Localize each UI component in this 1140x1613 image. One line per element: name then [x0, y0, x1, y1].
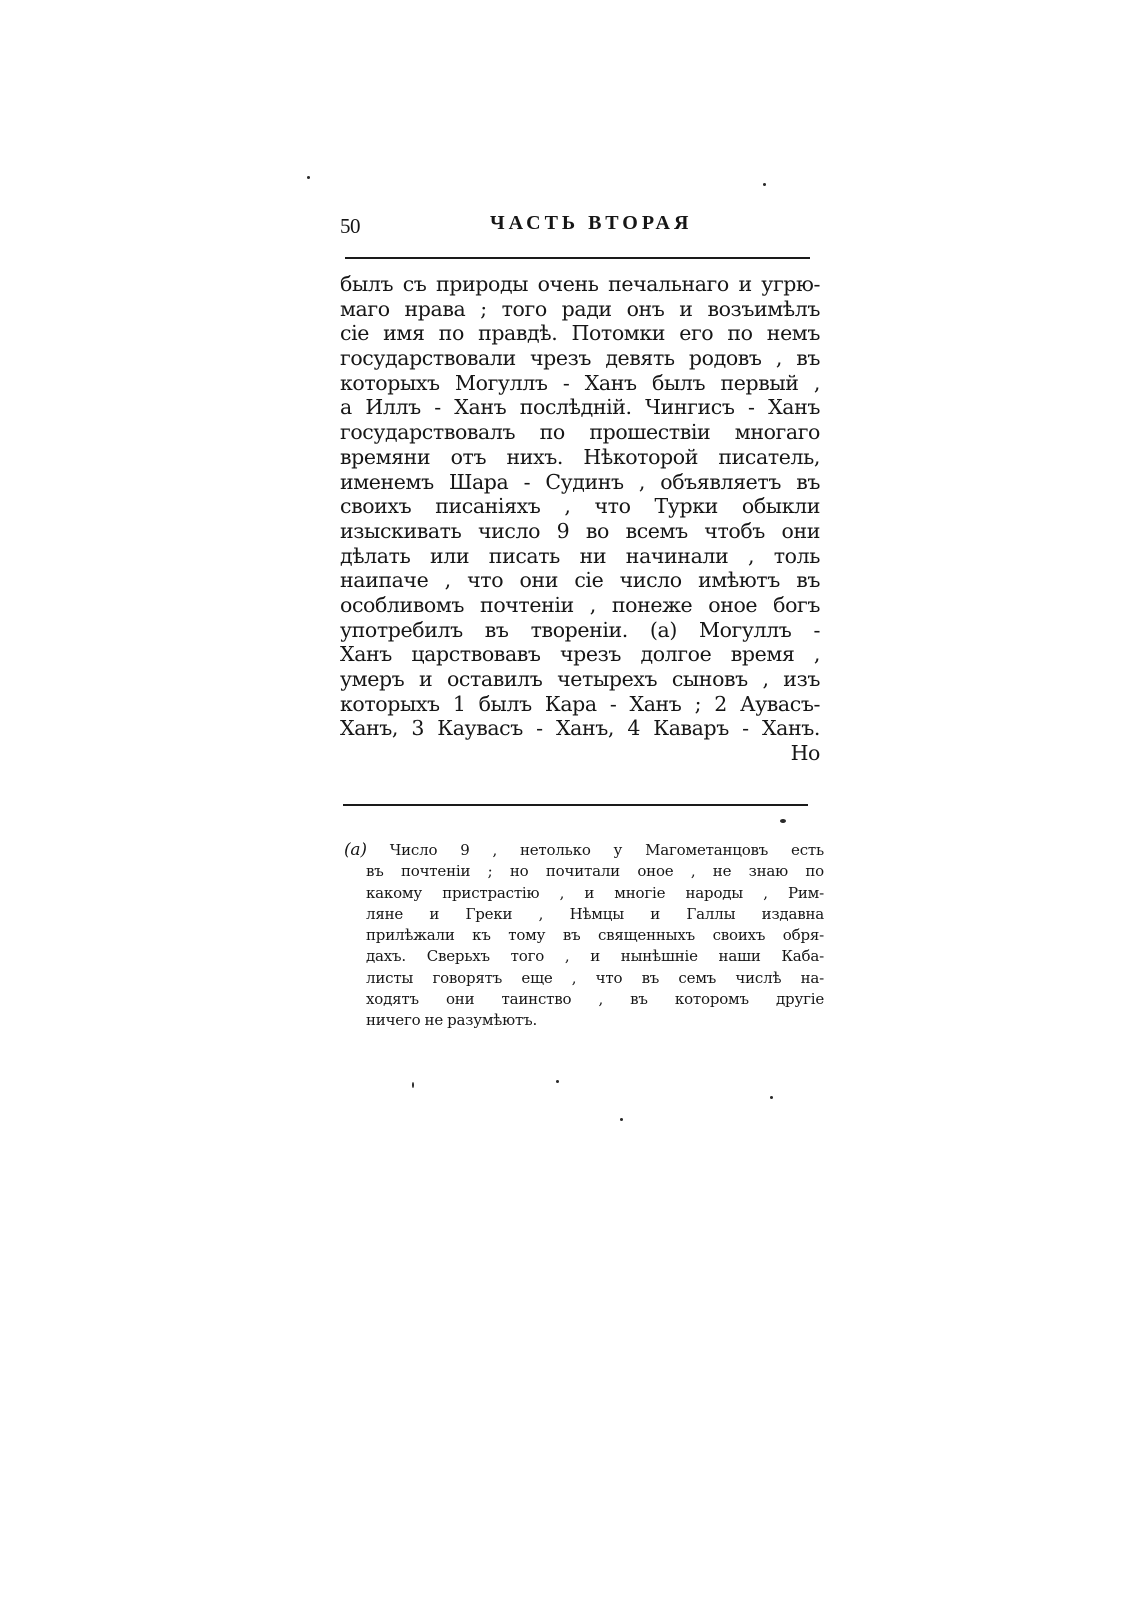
body-line: Ханъ, 3 Каувасъ - Ханъ, 4 Каваръ - Ханъ. — [340, 716, 820, 741]
footnote-line: ходятъ они таинство , въ которомъ другіе — [366, 990, 824, 1009]
body-line: былъ съ природы очень печальнаго и угрю- — [340, 272, 820, 296]
body-line: наипаче , что они сіе число имѣютъ въ — [340, 568, 820, 593]
body-line: государствовали чрезъ девять родовъ , въ — [340, 346, 820, 371]
footnote-line: ничего не разумѣютъ. — [366, 1011, 538, 1030]
footnote-line: въ почтеніи ; но почитали оное , не знаю по — [366, 862, 824, 881]
body-line: умеръ и оставилъ четырехъ сыновъ , изъ — [340, 667, 820, 691]
footnote-first-line: Число 9 , нетолько у Магометанцовъ есть — [389, 841, 824, 859]
footnote-rule — [343, 804, 808, 806]
footnote-line: ляне и Греки , Нѣмцы и Галлы издавна — [366, 904, 824, 923]
footnote-line — [344, 840, 824, 861]
body-line: именемъ Шара - Судинъ , объявляетъ въ — [340, 469, 820, 494]
scan-speck — [763, 183, 766, 186]
body-line: особливомъ почтеніи , понеже оное богъ — [340, 592, 820, 617]
body-line: употребилъ въ твореніи. (а) Могуллъ - — [340, 617, 820, 642]
running-head: ЧАСТЬ ВТОРАЯ — [490, 212, 693, 234]
footnote-line: дахъ. Сверьхъ того , и нынѣшніе наши Каба- — [366, 947, 824, 966]
scan-speck — [620, 1118, 623, 1121]
scan-speck — [780, 819, 786, 823]
page-header — [340, 212, 810, 246]
body-line: времяни отъ нихъ. Нѣкоторой писатель, — [340, 444, 820, 469]
body-line: своихъ писаніяхъ , что Турки обыкли — [340, 494, 820, 519]
body-line: маго нрава ; того ради онъ и возъимѣлъ — [340, 296, 820, 321]
page-number: 50 — [340, 214, 360, 238]
body-line: Ханъ царствовавъ чрезъ долгое время , — [340, 642, 820, 667]
body-line: сіе имя по правдѣ. Потомки его по немъ — [340, 321, 820, 346]
footnote — [344, 840, 824, 1032]
body-line: которыхъ Могуллъ - Ханъ былъ первый , — [340, 370, 820, 395]
body-line: дѣлать или писать ни начинали , толь — [340, 543, 820, 568]
header-rule — [345, 257, 810, 259]
scan-speck — [770, 1096, 773, 1099]
body-line: изыскивать число 9 во всемъ чтобъ они — [340, 518, 820, 543]
catchword: Но — [790, 741, 820, 766]
footnote-line: какому пристрастію , и многіе народы , Рим- — [366, 883, 824, 902]
footnote-line: прилѣжали къ тому въ священныхъ своихъ обря- — [366, 926, 824, 945]
footnote-line: листы говорятъ еще , что въ семъ числѣ на- — [366, 968, 824, 987]
scan-speck — [307, 176, 310, 179]
body-line: государствовалъ по прошествіи многаго — [340, 420, 820, 445]
body-text — [340, 272, 820, 766]
scan-speck — [412, 1082, 414, 1088]
body-line: а Иллъ - Ханъ послѣдній. Чингисъ - Ханъ — [340, 395, 820, 420]
footnote-marker: (а) — [344, 840, 367, 860]
scan-speck — [556, 1080, 559, 1083]
body-line: которыхъ 1 былъ Кара - Ханъ ; 2 Аувасъ- — [340, 691, 820, 716]
